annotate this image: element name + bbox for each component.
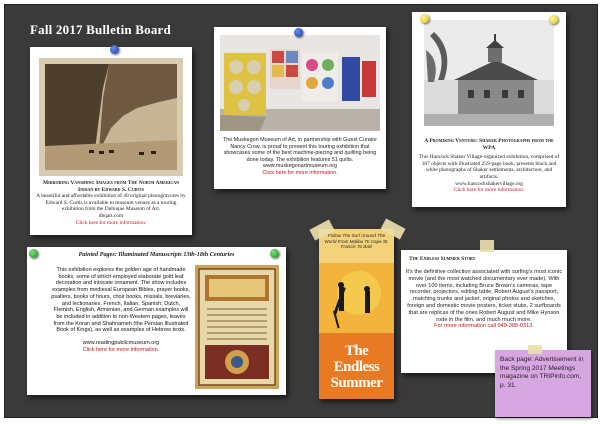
round-barn-photo (424, 20, 554, 126)
curtis-more-link[interactable]: Click here for more information. (75, 219, 147, 226)
curtis-card (30, 47, 192, 235)
tape-strip (480, 240, 494, 252)
endless-heading: The Endless Summer Story (409, 256, 476, 262)
muskegon-card (214, 27, 386, 189)
curtis-photo (39, 58, 183, 176)
curtis-heading: Mirroring Vanishing Images from The North American Indian by Edward S. Curtis (42, 180, 180, 193)
manuscripts-more-link[interactable]: Click here for more information. (82, 346, 160, 353)
curtis-body: A beautiful and affordable exhibition of 40 original photogravures by Edward S. Curtis is available to museum venues as a touring exhibition from the Dubuque Museum of Art. (36, 193, 186, 213)
shaker-body: This Hancock Shaker Village-organized exhibition, comprised of 187 objects with illustrated 259-page book, presents black and white photographs of Shaker settlements, architecture, and artifacts. (418, 154, 560, 180)
green-pushpin-icon (29, 249, 38, 258)
poster-tagline: Follow The Surf Around The World From Malibu To Cape St. Francis To Bali! (324, 233, 389, 250)
muskegon-body: The Muskegon Museum of Art, in partnership with Guest Curator Nancy Crow, is proud to present this touring exhibition that showcases some of the best machine-piecing and quilting being done today. The exhibition features 51 quilts. www.muskegonartmuseum.org (222, 137, 377, 170)
endless-summer-poster (319, 229, 394, 399)
manuscripts-card (27, 247, 286, 395)
endless-body: It's the definitive collection associated with surfing's most iconic movie (and the most watched documentary ever made). With over 100 items, including Bruce Brown's cameras, tape recorder, projectors, editing table, Robert August's passport, matching trunks and jacket, original photos and sketches, foreign and domestic movie posters, ticket stubs, 2 surfboards that are replicas of the ones Robert August and Mike Hynson rode in the film, and much much more. (405, 269, 563, 323)
shaker-url[interactable]: www.hancockshakervillage.org (455, 180, 523, 187)
muskegon-more-link[interactable]: Click here for more information. (262, 169, 338, 176)
shaker-heading: A Promising Venture: Shaker Photographs from the WPA (424, 138, 554, 151)
back-page-note-text: Back page: Advertisement in the Spring 2017 Meetings magazine on TRIPinfo.com, p. 31. (500, 356, 584, 389)
board-title: Fall 2017 Bulletin Board (30, 22, 171, 37)
manuscripts-url[interactable]: www.readingpublicmuseum.org (82, 340, 160, 347)
quilt-gallery-photo (220, 35, 380, 131)
manuscripts-heading: Painted Pages: Illuminated Manuscripts 13th-18th Centuries (78, 251, 235, 258)
shaker-card (412, 12, 566, 207)
yellow-pushpin-icon (420, 14, 429, 23)
illuminated-manuscript-image (195, 265, 279, 389)
tape-strip (528, 345, 542, 354)
shaker-more-link[interactable]: Click here for more information. (453, 187, 525, 194)
poster-title-line2: Summer (330, 375, 383, 391)
manuscripts-body: This exhibition explores the golden age of handmade books, some of which employed elaborate gold leaf decoration and intricate ornament. The show includes examples from medieval European Bibles, prayer books, psalters, books of hours, choir books, missals, breviaries, and lectionaries. French, Italian, Spanish, Dutch, Flemish, English, Armenian, and German examples will be included in addition to non-Western pages, leaves from the Koran and Shahnameh (the Persian Illustrated Book of Kings), as well as examples of Hebrew texts. (51, 267, 191, 334)
poster-title-line1: The Endless (333, 343, 380, 375)
yellow-pushpin-icon (549, 15, 558, 24)
endless-phone-link[interactable]: For more information call 949-388-0313. (434, 323, 534, 330)
green-pushpin-icon (270, 249, 279, 258)
blue-pushpin-icon (294, 28, 303, 37)
curtis-url[interactable]: dbqart.com (98, 212, 124, 219)
blue-pushpin-icon (110, 45, 119, 54)
back-page-note (495, 350, 591, 417)
